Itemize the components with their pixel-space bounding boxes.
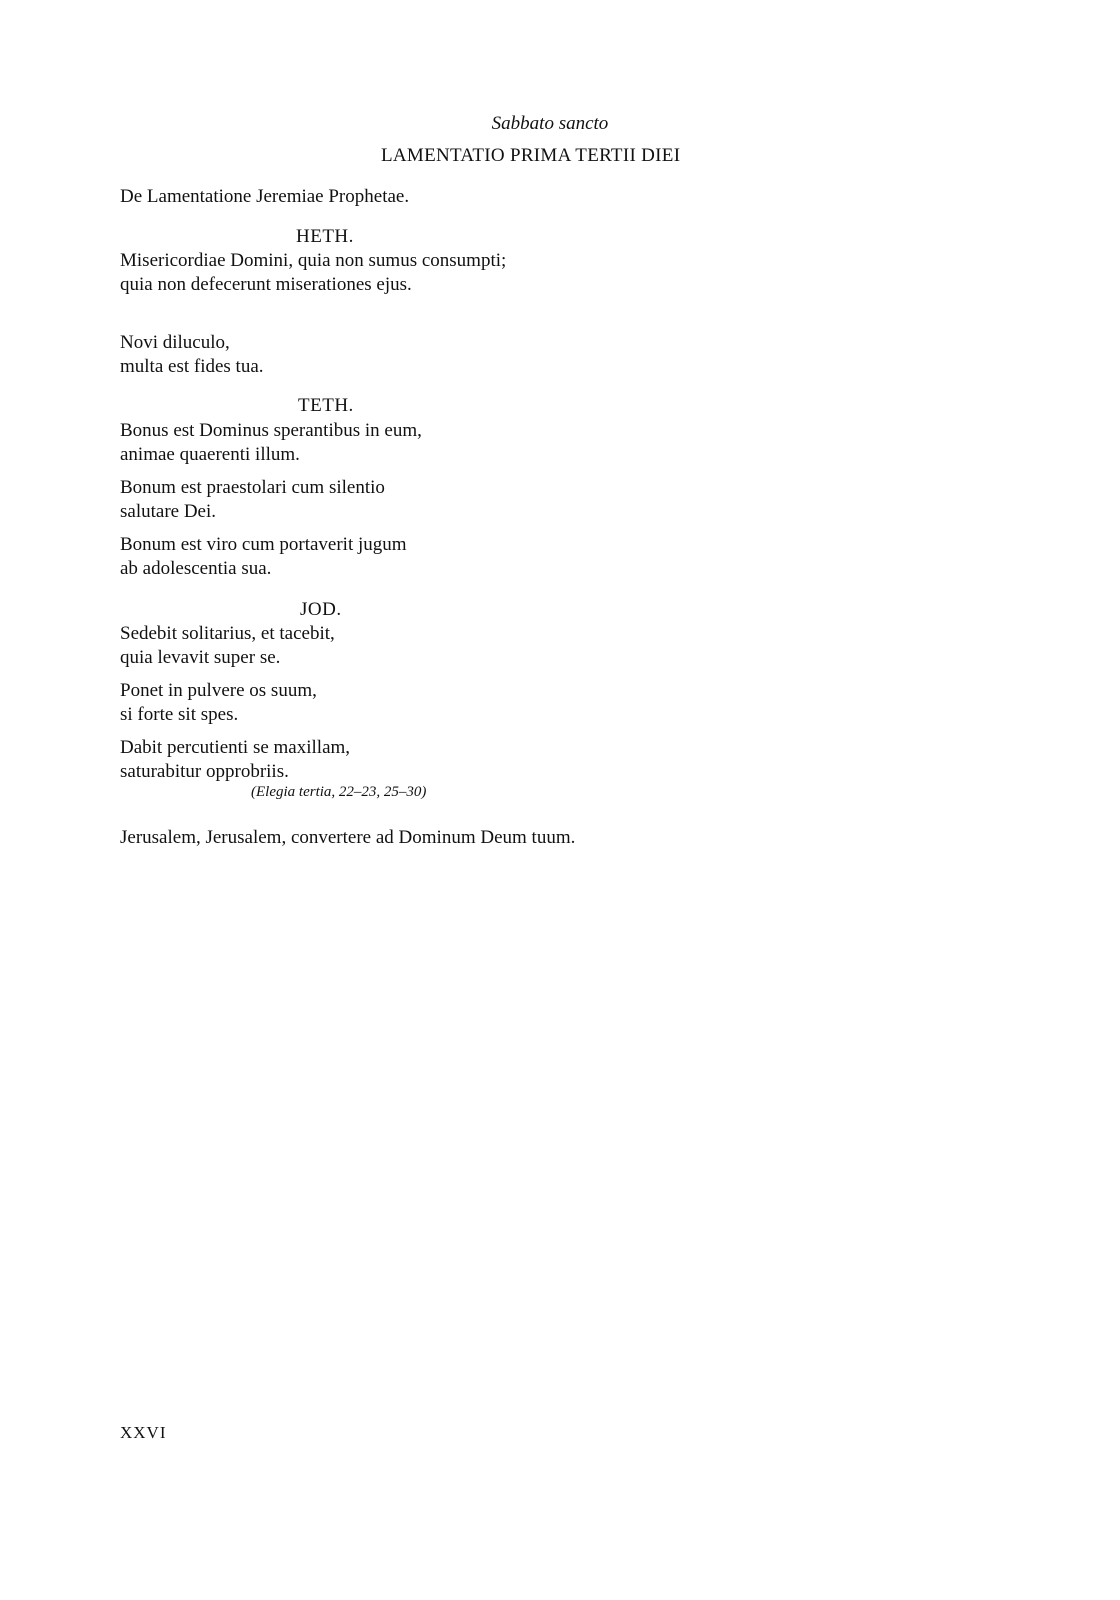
verse-line: salutare Dei. — [120, 501, 217, 522]
verse-line: Bonus est Dominus sperantibus in eum, — [120, 420, 422, 441]
stanza — [120, 679, 317, 727]
stanza — [120, 331, 264, 379]
verse-line: Bonum est viro cum portaverit jugum — [120, 534, 407, 555]
letter-heading-heth: HETH. — [296, 226, 354, 247]
stanza — [120, 419, 422, 467]
verse-line: quia non defecerunt miserationes ejus. — [120, 274, 412, 295]
stanza — [120, 736, 350, 784]
verse-line: Dabit percutienti se maxillam, — [120, 737, 351, 758]
letter-heading-teth: TETH. — [298, 395, 354, 416]
lamentation-title: LAMENTATIO PRIMA TERTII DIEI — [381, 145, 681, 166]
verse-line: Novi diluculo, — [120, 332, 230, 353]
stanza — [120, 622, 335, 670]
verse-line: quia levavit super se. — [120, 647, 281, 668]
stanza — [120, 476, 385, 524]
verse-line: multa est fides tua. — [120, 356, 264, 377]
stanza — [120, 249, 506, 297]
intro-line: De Lamentatione Jeremiae Prophetae. — [120, 186, 410, 207]
section-title: Sabbato sancto — [491, 113, 609, 134]
stanza — [120, 533, 407, 581]
verse-line: si forte sit spes. — [120, 704, 239, 725]
verse-line: Misericordiae Domini, quia non sumus consumpti; — [120, 250, 507, 271]
verse-line: saturabitur opprobriis. — [120, 761, 289, 782]
verse-line: Ponet in pulvere os suum, — [120, 680, 317, 701]
letter-heading-jod: JOD. — [300, 599, 342, 620]
page-number: XXVI — [120, 1423, 167, 1442]
verse-line: Sedebit solitarius, et tacebit, — [120, 623, 335, 644]
verse-line: ab adolescentia sua. — [120, 558, 272, 579]
scripture-reference: (Elegia tertia, 22–23, 25–30) — [251, 784, 427, 800]
verse-line: Bonum est praestolari cum silentio — [120, 477, 385, 498]
verse-line: animae quaerenti illum. — [120, 444, 300, 465]
closing-line: Jerusalem, Jerusalem, convertere ad Dominum Deum tuum. — [120, 827, 576, 848]
